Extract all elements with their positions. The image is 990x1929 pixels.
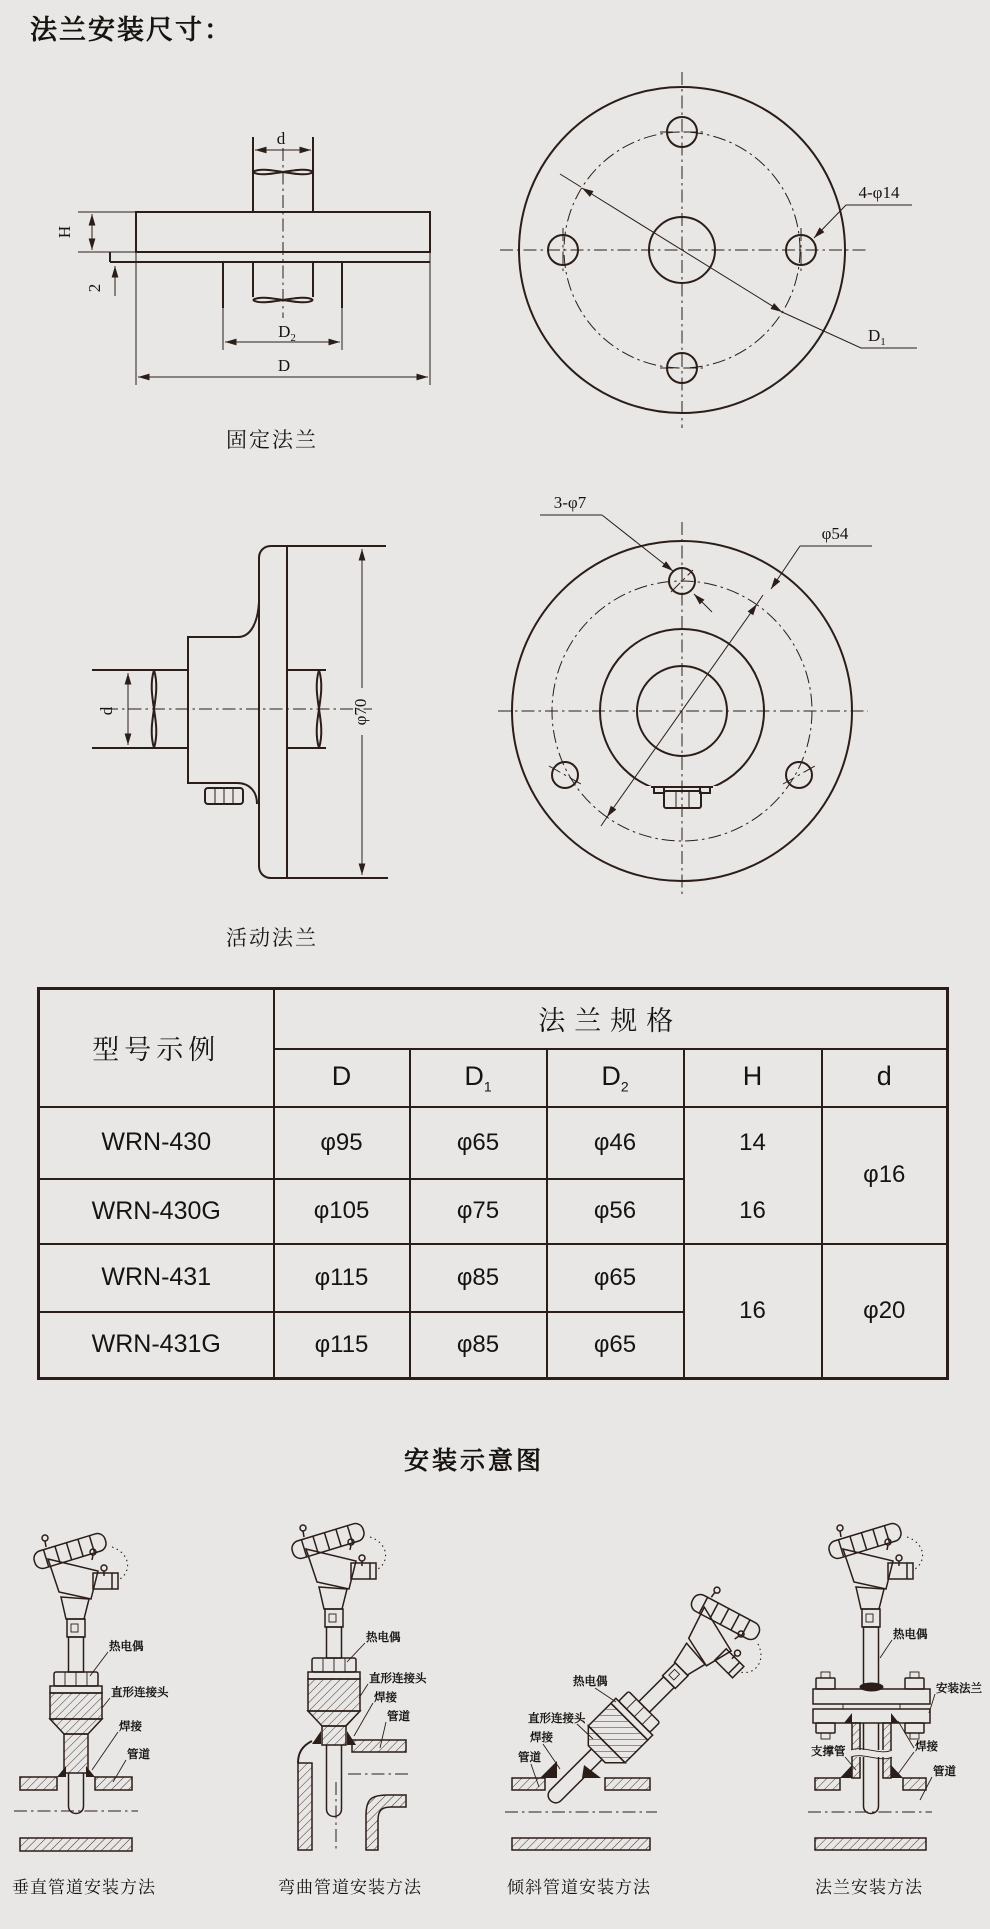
d-merged-cell: φ16: [822, 1107, 948, 1244]
label-thermocouple: 热电偶: [893, 1629, 928, 1641]
pipe-wall: [815, 1838, 926, 1850]
install-diagram-inclined: [505, 1576, 780, 1850]
flange-spec-table: [37, 987, 949, 1380]
probe: [864, 1723, 879, 1814]
label-thermocouple: 热电偶: [366, 1632, 401, 1644]
pipe-wall: [20, 1838, 132, 1851]
col-header-D: D: [274, 1049, 410, 1107]
weld-bead: [844, 1713, 852, 1723]
label-connector: 直形连接头: [369, 1673, 427, 1685]
weld-bead: [57, 1766, 66, 1777]
pipe-wall: [903, 1778, 926, 1790]
col-header-d: d: [822, 1049, 948, 1107]
connector-block: [308, 1679, 360, 1711]
set-screw: [205, 788, 243, 804]
label-connector: 直形连接头: [528, 1713, 586, 1725]
pipe-wall: [605, 1778, 650, 1790]
fixed-flange-caption: 固定法兰: [226, 429, 318, 452]
diagram-caption-flange: 法兰安装方法: [815, 1878, 923, 1897]
weld-bead: [891, 1765, 903, 1778]
pipe-wall: [352, 1740, 406, 1752]
pipe-wall: [815, 1778, 840, 1790]
probe: [69, 1773, 84, 1814]
label-pipe: 管道: [518, 1752, 541, 1764]
d-merged-cell: φ20: [822, 1244, 948, 1379]
label-thermocouple: 热电偶: [573, 1676, 608, 1688]
stem: [69, 1637, 84, 1672]
weld-bead: [582, 1765, 601, 1778]
col-header-H: H: [684, 1049, 822, 1107]
label-weld: 焊接: [374, 1692, 397, 1704]
col-header-D2: $D_2$: [547, 1049, 684, 1107]
bolt-holes-label: 4-φ14: [858, 183, 900, 202]
flange-disc: [259, 546, 287, 878]
pipe-wall: [298, 1763, 312, 1850]
washer: [50, 1686, 102, 1693]
dim-d-label: d: [276, 129, 286, 148]
dim-D-label: D: [277, 356, 291, 375]
model-cell: WRN-431: [39, 1244, 274, 1312]
connector-shank: [322, 1726, 346, 1745]
install-section-title: 安装示意图: [403, 1447, 544, 1475]
pipe-wall: [20, 1777, 57, 1790]
table-row: WRN-431G φ115 φ85 φ65: [39, 1312, 948, 1379]
label-weld: 焊接: [915, 1741, 938, 1753]
diagram-caption-inclined: 倾斜管道安装方法: [507, 1878, 651, 1897]
model-cell: WRN-430: [39, 1107, 274, 1179]
pipe-bend-inner: [366, 1795, 406, 1850]
table-header-group: 法兰规格: [274, 989, 948, 1049]
H-merged-cell: 16: [684, 1244, 822, 1379]
label-pipe: 管道: [933, 1766, 956, 1778]
hub-block: [188, 602, 259, 804]
holes-leader: [814, 205, 846, 238]
page-title: 法兰安装尺寸：: [30, 15, 233, 45]
pipe-wall: [512, 1838, 650, 1850]
model-cell: WRN-431G: [39, 1312, 274, 1379]
probe: [327, 1745, 342, 1817]
H-merged-cell: 14 16: [684, 1107, 822, 1244]
fixed-flange-side-view: [55, 129, 430, 385]
label-weld: 焊接: [530, 1732, 553, 1744]
pipe-bend-outer: [298, 1741, 312, 1763]
weld-bead: [840, 1765, 852, 1778]
table-row: WRN-430 φ95 φ65 φ46 14 16 φ16: [39, 1107, 948, 1179]
connector-taper: [50, 1719, 102, 1734]
weld-bead: [540, 1761, 557, 1778]
label-pipe: 管道: [387, 1711, 410, 1723]
connector-shank: [64, 1734, 88, 1773]
install-diagram-vertical: [14, 1532, 169, 1851]
col-header-D1: $D_1$: [410, 1049, 547, 1107]
label-weld: 焊接: [119, 1721, 142, 1733]
label-support-tube: 支撑管: [811, 1746, 846, 1758]
movable-flange-caption: 活动法兰: [226, 927, 318, 950]
phi54-leader: [771, 546, 800, 589]
washer: [308, 1672, 360, 1679]
connector-block: [50, 1693, 102, 1719]
table-row: WRN-430G φ105 φ75 φ56: [39, 1179, 948, 1244]
dim-D2-label: $D_2$: [278, 322, 296, 344]
stem: [864, 1627, 879, 1684]
diagram-caption-bent: 弯曲管道安装方法: [278, 1878, 422, 1897]
bolt-holes-label: 3-φ7: [553, 493, 587, 512]
bolt-circle-label: φ54: [821, 524, 849, 543]
fixed-flange-front-view: [500, 72, 917, 428]
movable-flange-front-view: [498, 493, 872, 898]
diagram-caption-vertical: 垂直管道安装方法: [12, 1878, 156, 1897]
pipe-wall: [512, 1778, 545, 1790]
packing-gland: [860, 1683, 884, 1692]
connector-taper: [308, 1711, 360, 1726]
dim-d-label: d: [97, 706, 116, 716]
label-thermocouple: 热电偶: [109, 1641, 144, 1653]
label-pipe: 管道: [127, 1749, 150, 1761]
table-row: WRN-431 φ115 φ85 φ65 16 φ20: [39, 1244, 948, 1312]
table-header-model: 型号示例: [39, 989, 274, 1107]
weld-bead: [312, 1731, 321, 1744]
movable-flange-side-view: [92, 546, 388, 878]
dim-phi70-label: φ70: [351, 698, 370, 726]
label-connector: 直形连接头: [111, 1687, 169, 1699]
install-diagram-bent: [290, 1522, 427, 1852]
pipe-wall: [95, 1777, 132, 1790]
flange-bolt: [905, 1672, 924, 1739]
install-diagram-flange: [808, 1522, 982, 1850]
dim-2-label: 2: [85, 283, 104, 293]
label-mount-flange: 安装法兰: [936, 1683, 982, 1695]
model-cell: WRN-430G: [39, 1179, 274, 1244]
flange-plate-lower: [813, 1709, 930, 1723]
dim-D1-label: $D_1$: [868, 326, 886, 348]
stem: [327, 1627, 342, 1658]
flange-bolt: [816, 1672, 835, 1739]
dim-H-label: H: [55, 225, 74, 239]
